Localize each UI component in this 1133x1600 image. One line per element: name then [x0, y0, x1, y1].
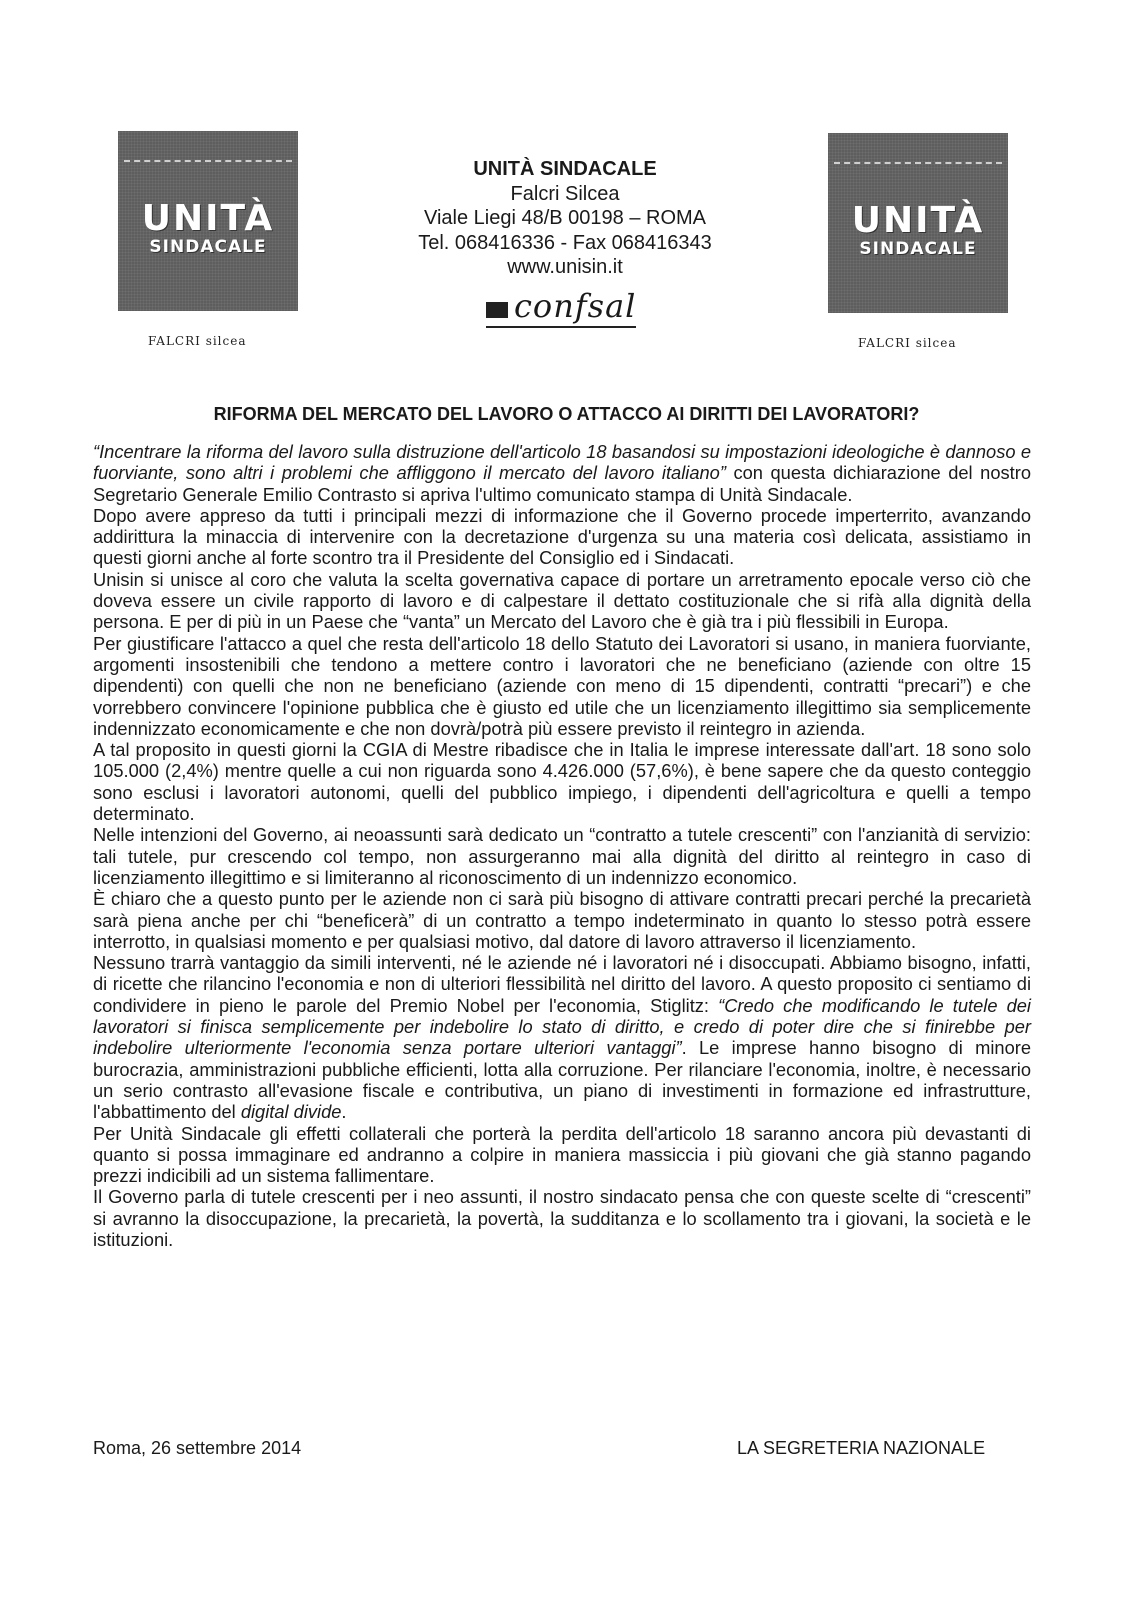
logo-text-unita: UNITÀ [851, 200, 985, 241]
confsal-underline [486, 326, 636, 328]
address: Viale Liegi 48/B 00198 – ROMA [423, 207, 707, 229]
document-body [93, 441, 1031, 1250]
logo-text-sindacale: SINDACALE [149, 237, 267, 257]
paragraph: Nelle intenzioni del Governo, ai neoassunti sarà dedicato un “contratto a tutele crescenti” con l'anzianità di servizio: tali tutele, pur crescendo col tempo, non assurgeranno mai alla dignità del diritto al reintegro in caso di licenziamento illegittimo e si limiteranno al riconoscimento di un indennizzo economico. [93, 824, 1031, 888]
logo-dashed-line [124, 160, 292, 162]
logo-text-unita: UNITÀ [141, 198, 275, 239]
paragraph: A tal proposito in questi giorni la CGIA di Mestre ribadisce che in Italia le imprese interessate dall'art. 18 sono solo 105.000 (2,4%) mentre quelle a cui non riguarda sono 4.426.000 (57,6%), è bene sapere che da questo conteggio sono esclusi i lavoratori autonomi, quelli del pubblico impiego, i dipendenti dell'agricoltura e quelli a tempo determinato. [93, 739, 1031, 825]
paragraph-text: Nessuno trarrà vantaggio da simili interventi, né le aziende né i lavoratori né i disoccupati. Abbiamo bisogno, infatti, di ricette che rilancino l'economia e non di ulteriori flessibilità nel diritto del lavoro. A questo proposito ci sentiamo di condividere in pieno le parole del Premio Nobel per l'economia, Stiglitz: [93, 952, 1031, 1016]
confsal-mark-icon [486, 302, 508, 318]
logo-dashed-line [834, 162, 1002, 164]
paragraph [93, 441, 1031, 505]
logo-text-sindacale: SINDACALE [859, 239, 977, 259]
letterhead [360, 157, 770, 280]
document-title: RIFORMA DEL MERCATO DEL LAVORO O ATTACCO AI DIRITTI DEI LAVORATORI? [213, 404, 920, 424]
paragraph-text: con questa dichiarazione del nostro Segretario Generale Emilio Contrasto si apriva l'ultimo comunicato stampa di Unità Sindacale. [93, 462, 1031, 505]
paragraph: È chiaro che a questo punto per le aziende non ci sarà più bisogno di attivare contratti precari perché la precarietà sarà piena anche per chi “beneficerà” di un contratto a tempo indeterminato in quanto lo stesso potrà essere interrotto, in qualsiasi momento e per qualsiasi motivo, dal datore di lavoro attraverso il licenziamento. [93, 888, 1031, 952]
quote-stiglitz: “Credo che modificando le tutele dei lavoratori si finisca semplicemente per indebolire lo stato di diritto, e credo di poter dire che si finirebbe per indebolire ulteriormente l'economia senza portare ulteriori vantaggi” [93, 994, 1031, 1059]
logo-subtitle: FALCRI silcea [858, 336, 957, 350]
confsal-text: confsal [514, 287, 637, 325]
unita-sindacale-logo [828, 133, 1008, 313]
paragraph [93, 952, 1031, 1122]
paragraph: Per Unità Sindacale gli effetti collaterali che porterà la perdita dell'articolo 18 saranno ancora più devastanti di quanto si possa immaginare ed andranno a colpire in maniera massiccia i più giovani che già stanno pagando prezzi indicibili ad un sistema fallimentare. [93, 1122, 1031, 1187]
paragraph: Il Governo parla di tutele crescenti per i neo assunti, il nostro sindacato pensa che con queste scelte di “crescenti” si avranno la disoccupazione, la precarietà, la povertà, la sudditanza e lo scollamento tra i giovani, la società e le istituzioni. [93, 1186, 1031, 1250]
paragraph: Per giustificare l'attacco a quel che resta dell'articolo 18 dello Statuto dei Lavoratori si usano, in maniera fuorviante, argomenti insostenibili che tendono a mettere contro i lavoratori che ne beneficiano (aziende con oltre 15 dipendenti) con quelli che non ne beneficiano (aziende con meno di 15 dipendenti, contratti “precari”) e che vorrebbero convincere l'opinione pubblica che è giusto ed utile che un licenziamento illegittimo sia semplicemente indennizzato economicamente e che non dovrà/potrà più essere previsto il reintegro in azienda. [93, 632, 1031, 739]
unita-sindacale-logo [118, 131, 298, 311]
paragraph-text: . [341, 1101, 347, 1123]
paragraph: Unisin si unisce al coro che valuta la scelta governativa capace di portare un arretramento epocale verso ciò che doveva essere un civile rapporto di lavoro e di calpestare il dettato costituzionale che si rifà alla dignità della persona. E per di più in un Paese che “vanta” un Mercato del Lavoro che è già tra i più flessibili in Europa. [93, 568, 1031, 633]
paragraph-text: . Le imprese hanno bisogno di minore burocrazia, amministrazioni pubbliche efficienti, lotta alla corruzione. Per rilanciare l'economia, inoltre, è necessario un serio contrasto all'evasione fiscale e contributiva, un piano di investimenti in formazione ed infrastrutture, l'abbattimento del [93, 1037, 1031, 1123]
signature: LA SEGRETERIA NAZIONALE [737, 1438, 986, 1458]
paragraph: Dopo avere appreso da tutti i principali mezzi di informazione che il Governo procede imperterrito, avanzando addirittura la minaccia di intervenire con la decretazione d'urgenza su una materia così delicata, assistiamo in questi giorni anche al forte scontro tra il Presidente del Consiglio ed i Sindacati. [93, 504, 1031, 569]
organization-name: UNITÀ SINDACALE [473, 158, 657, 180]
phone-fax: Tel. 068416336 - Fax 068416343 [418, 231, 712, 254]
website: www.unisin.it [507, 256, 623, 278]
place-date: Roma, 26 settembre 2014 [93, 1438, 302, 1458]
quote-contrasto: “Incentrare la riforma del lavoro sulla distruzione dell'articolo 18 basandosi su impostazioni ideologiche è dannoso e fuorviante, sono altri i problemi che affliggono il mercato del lavoro italiano” [93, 441, 1031, 484]
organization-subname: Falcri Silcea [510, 182, 620, 205]
logo-subtitle: FALCRI silcea [148, 334, 247, 348]
digital-divide-term: digital divide [240, 1101, 342, 1123]
